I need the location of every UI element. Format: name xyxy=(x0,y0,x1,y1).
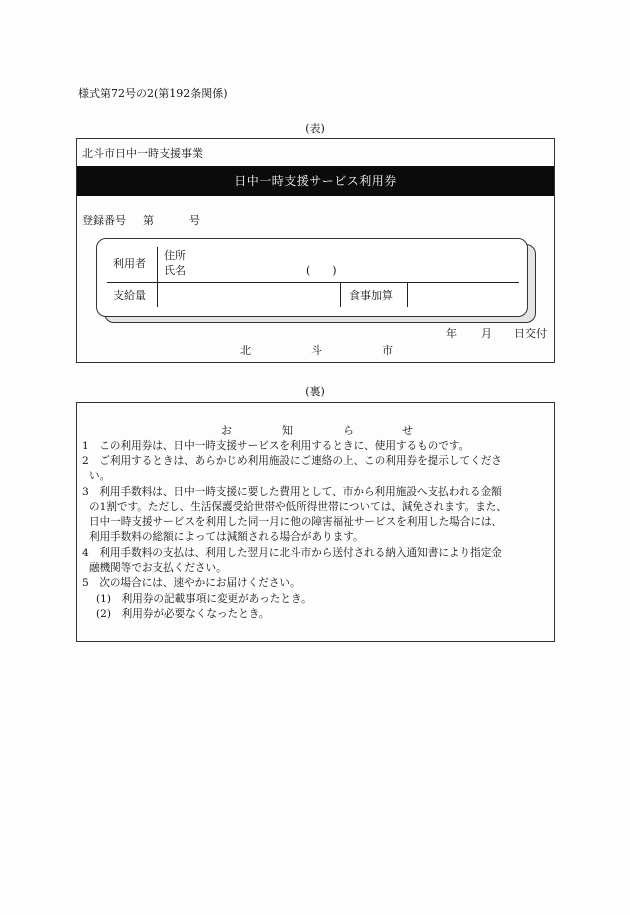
user-label: 利用者 xyxy=(113,257,146,270)
card-divider-horizontal xyxy=(107,282,519,283)
name-parenthesis: ( ) xyxy=(306,264,337,277)
notice-line: 4 利用手数料の支払は、利用した翌月に北斗市から送付される納入通知書により指定金 xyxy=(82,547,502,559)
notice-title-char: お xyxy=(221,424,232,437)
registration-dai: 第 xyxy=(143,214,154,227)
city-name-char: 市 xyxy=(382,344,393,357)
notice-line: い。 xyxy=(89,470,111,482)
issue-date-year: 年 xyxy=(446,327,457,340)
issue-date-day: 日交付 xyxy=(514,327,547,340)
notice-line: の1割です。ただし、生活保護受給世帯や低所得世帯については、減免されます。また、 xyxy=(89,501,507,513)
name-label: 氏名 xyxy=(164,264,186,277)
issue-date-month: 月 xyxy=(481,327,492,340)
card-divider-meal xyxy=(407,283,408,307)
organization-name: 北斗市日中一時支援事業 xyxy=(82,147,203,160)
notice-line: 利用手数料の総額によっては減額される場合があります。 xyxy=(89,531,364,543)
notice-title-char: ら xyxy=(343,424,354,437)
notice-line: (2) 利用券が必要なくなったとき。 xyxy=(96,608,270,620)
form-number-label: 様式第72号の2(第192条関係) xyxy=(78,87,228,100)
card-divider-user xyxy=(157,247,158,307)
notice-line: 日中一時支援サービスを利用した同一月に他の障害福祉サービスを利用した場合には、 xyxy=(89,516,503,528)
registration-number-label: 登録番号 xyxy=(82,214,126,227)
notice-title-char: 知 xyxy=(282,424,293,437)
notice-line: 3 利用手数料は、日中一時支援に要した費用として、市から利用施設へ支払われる金額 xyxy=(82,486,502,498)
notice-line: 1 この利用券は、日中一時支援サービスを利用するときに、使用するものです。 xyxy=(82,440,470,452)
back-side-label: (裏) xyxy=(305,385,325,398)
city-name-char: 北 xyxy=(240,344,251,357)
notice-line: (1) 利用券の記載事項に変更があったとき。 xyxy=(96,593,312,605)
supply-amount-label: 支給量 xyxy=(113,289,146,302)
ticket-title-bar: 日中一時支援サービス利用券 xyxy=(77,166,554,196)
front-side-label: (表) xyxy=(305,122,325,135)
notice-line: 2 ご利用するときは、あらかじめ利用施設にご連絡の上、この利用券を提示してくださ xyxy=(82,455,502,467)
address-label: 住所 xyxy=(164,249,186,262)
notice-line: 融機関等でお支払ください。 xyxy=(89,562,227,574)
notice-title-char: せ xyxy=(402,424,413,437)
registration-go: 号 xyxy=(189,214,200,227)
notice-line: 5 次の場合には、速やかにお届けください。 xyxy=(82,577,301,589)
city-name-char: 斗 xyxy=(311,344,322,357)
meal-addition-label: 食事加算 xyxy=(349,289,393,302)
card-divider-supply-field xyxy=(340,283,341,307)
